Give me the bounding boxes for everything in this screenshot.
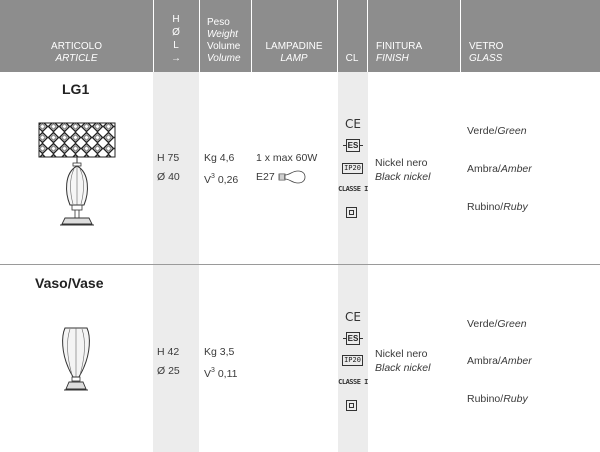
es-mark-icon: ES — [343, 332, 363, 345]
finish-italian: Nickel nero — [375, 157, 428, 169]
glass-option: Ambra/Amber — [467, 163, 532, 175]
ce-mark-icon: CE — [345, 117, 361, 131]
header-weight-volume: Peso Weight Volume Volume — [207, 17, 241, 64]
es-mark-icon: ES — [343, 139, 363, 152]
diameter-value: Ø 25 — [157, 365, 180, 377]
header-finish: FINITURA FINISH — [376, 41, 423, 64]
ip20-icon: IP20 — [342, 163, 363, 174]
arrow-right-icon: → — [171, 53, 181, 64]
finish-english: Black nickel — [375, 362, 431, 374]
height-value: H 75 — [157, 152, 180, 164]
glass-option: Rubino/Ruby — [467, 393, 528, 405]
lamp-spec: 1 x max 60W — [256, 152, 318, 164]
lamp-socket: E27 — [256, 171, 275, 183]
weight-value: Kg 4,6 — [204, 152, 235, 164]
glass-option: Verde/Green — [467, 125, 527, 137]
header-glass: VETRO GLASS — [469, 41, 504, 64]
ce-mark-icon: CE — [345, 310, 361, 324]
double-insulation-icon — [346, 207, 357, 218]
volume-value: $V^3$ 0,26 — [204, 173, 239, 186]
row-divider — [0, 264, 600, 265]
header-lamp: LAMPADINE LAMP — [265, 41, 323, 64]
glass-option: Rubino/Ruby — [467, 201, 528, 213]
table-lamp-illustration — [37, 121, 117, 233]
diameter-value: Ø 40 — [157, 171, 180, 183]
header-article: ARTICOLO ARTICLE — [51, 41, 102, 64]
dim-column-shade — [153, 72, 199, 452]
double-insulation-icon — [346, 400, 357, 411]
table-header — [0, 0, 600, 72]
finish-english: Black nickel — [375, 171, 431, 183]
product-title: LG1 — [62, 81, 90, 97]
ip20-icon: IP20 — [342, 355, 363, 366]
finish-italian: Nickel nero — [375, 348, 428, 360]
bulb-icon — [278, 170, 306, 184]
weight-value: Kg 3,5 — [204, 346, 235, 358]
header-cl: CL — [345, 53, 359, 64]
volume-value: $V^3$ 0,11 — [204, 367, 238, 380]
product-title: Vaso/Vase — [35, 275, 104, 291]
classe-label: CLASSE I — [338, 185, 368, 193]
header-dimensions: H Ø L → — [153, 0, 199, 72]
height-value: H 42 — [157, 346, 180, 358]
vase-lamp-illustration — [56, 327, 96, 393]
glass-option: Ambra/Amber — [467, 355, 532, 367]
classe-label: CLASSE I — [338, 378, 368, 386]
glass-option: Verde/Green — [467, 318, 527, 330]
